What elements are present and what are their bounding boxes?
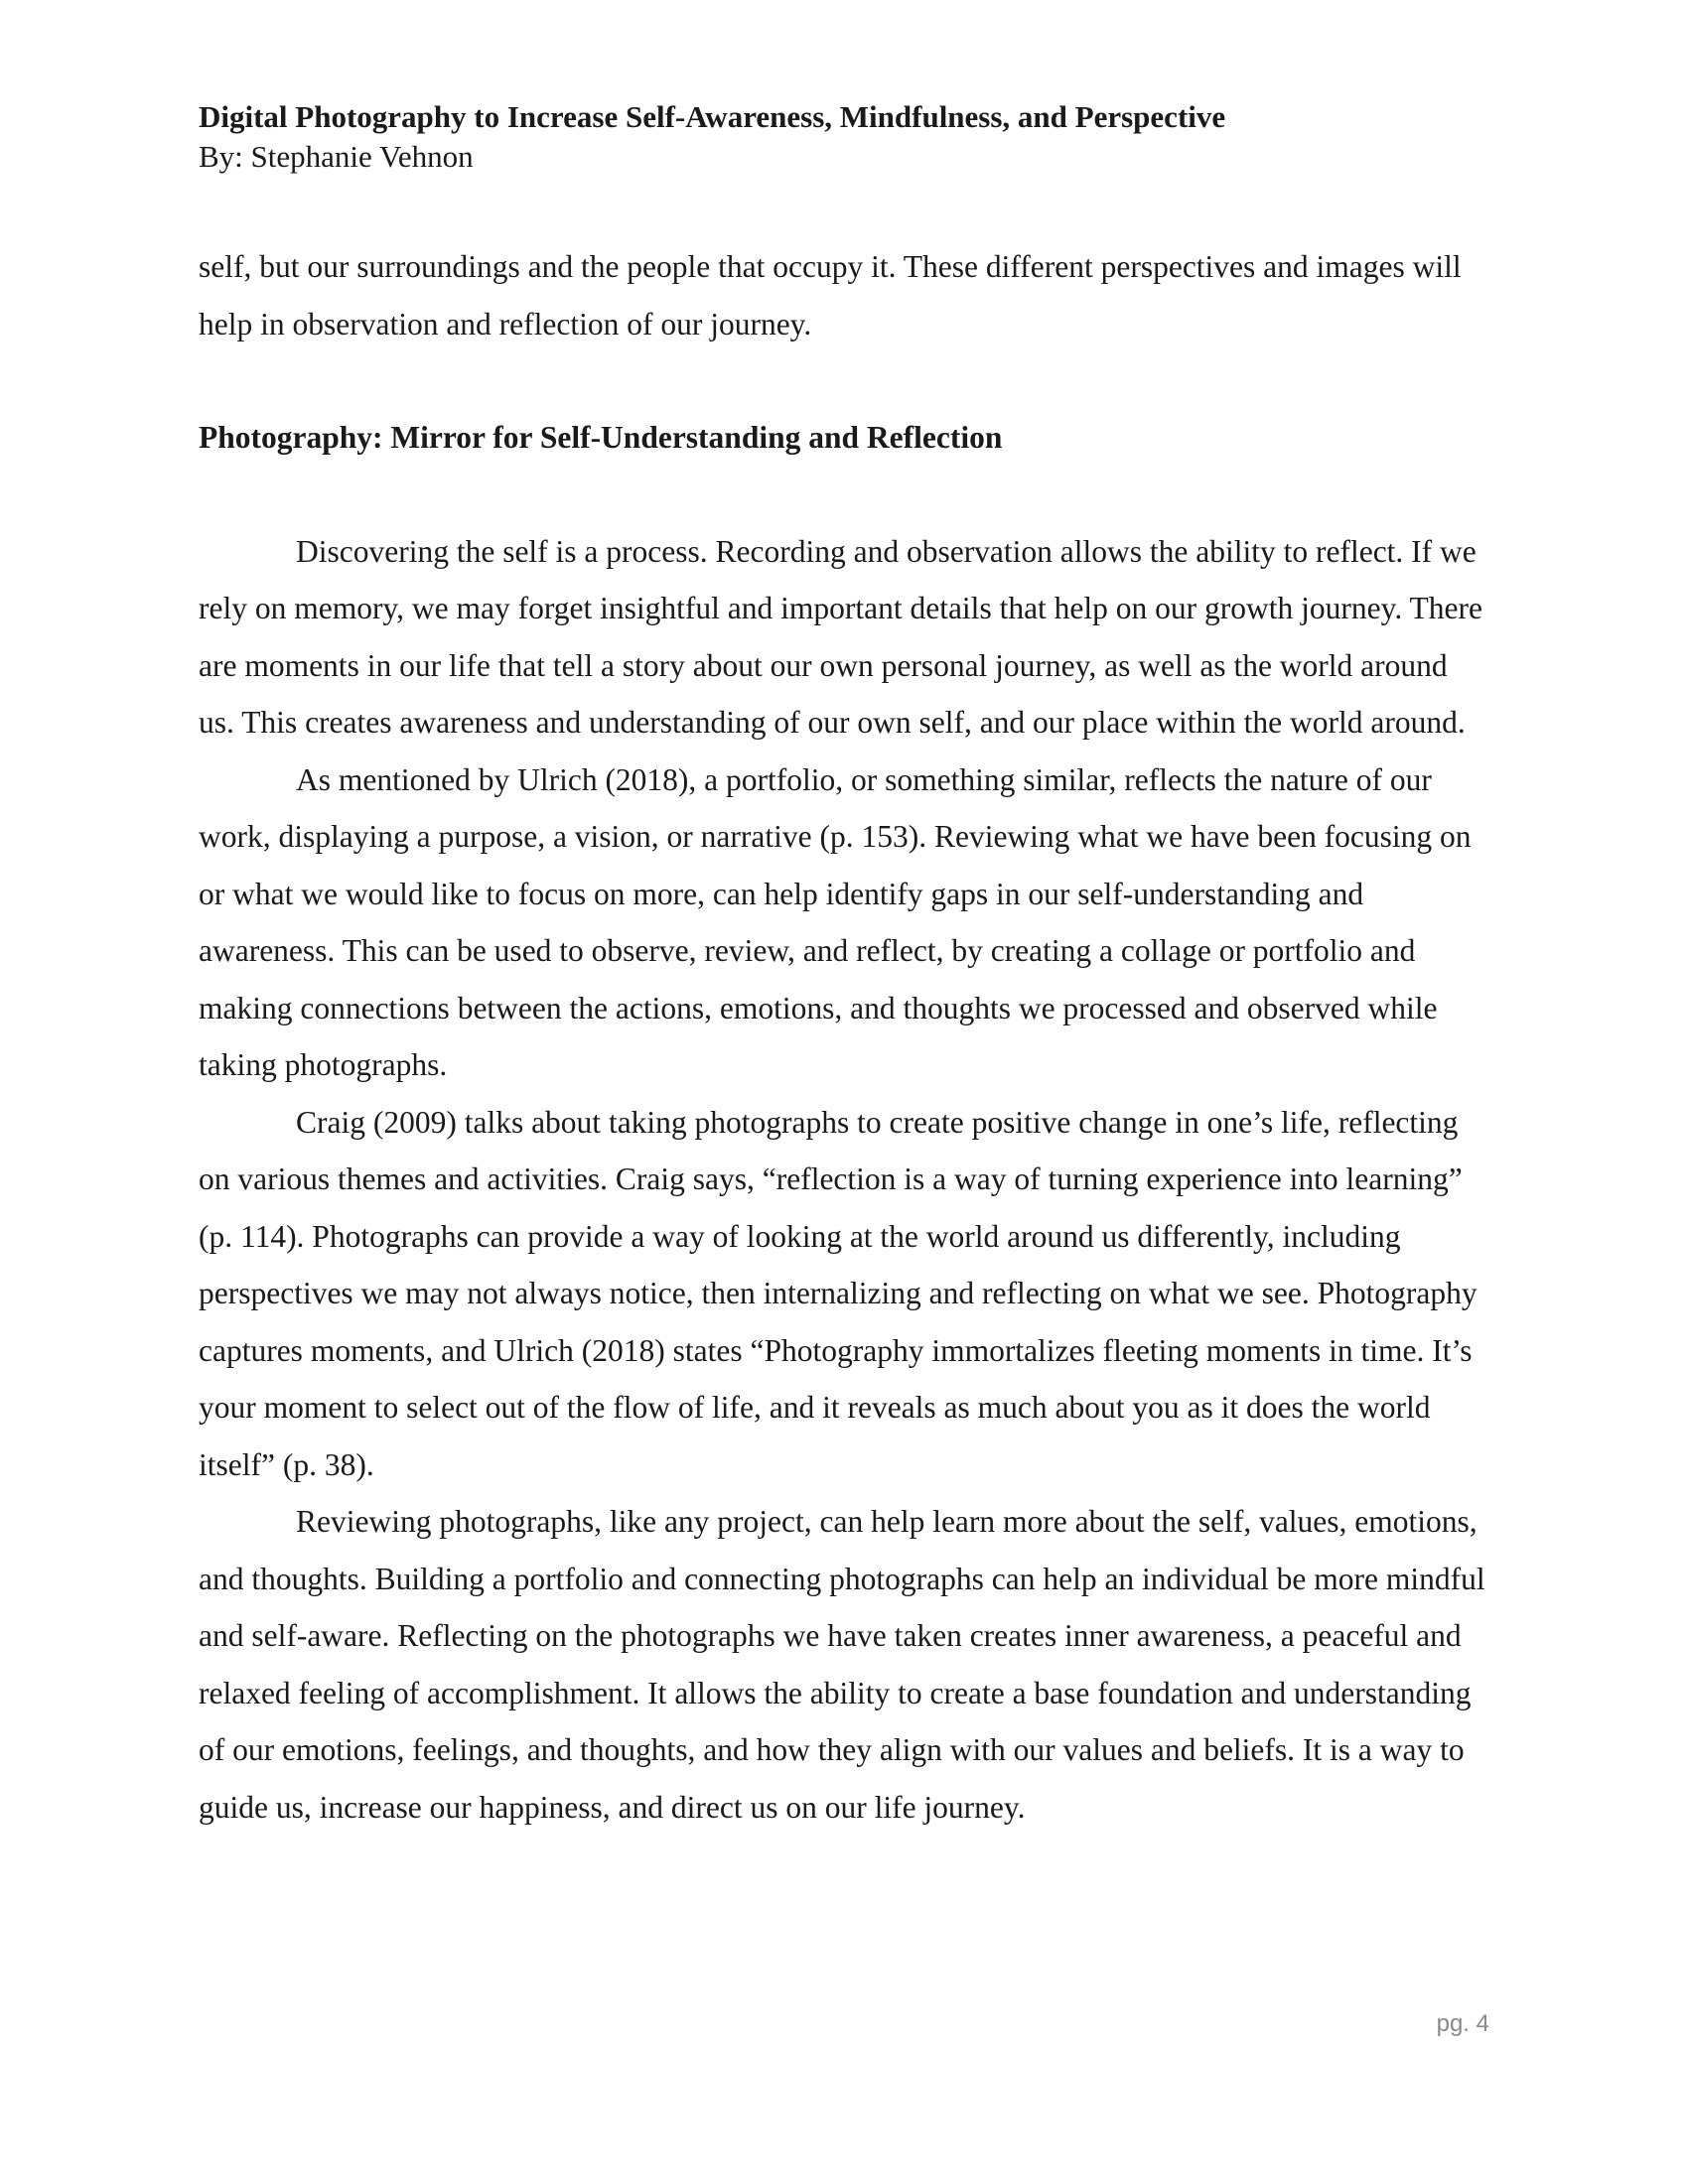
body-paragraph: Reviewing photographs, like any project, can help learn more about the self, values, emotions, and thoughts. Building a portfolio and connecting photographs can help an individual be more mindful and self-aware. Reflecting on the photographs we have taken creates inner awareness, a peaceful and relaxed feeling of accomplishment. It allows the ability to create a base foundation and understanding of our emotions, feelings, and thoughts, and how they align with our values and beliefs. It is a way to guide us, increase our happiness, and direct us on our life journey. — [199, 1504, 1485, 1825]
document-body — [199, 238, 1489, 1836]
continuation-paragraph: self, but our surroundings and the people that occupy it. These different perspectives and images will help in observation and reflection of our journey. — [199, 249, 1462, 341]
page-number: pg. 4 — [1436, 2010, 1489, 2037]
document-author: By: Stephanie Vehnon — [199, 139, 474, 174]
page-header — [199, 97, 1489, 177]
body-paragraph: As mentioned by Ulrich (2018), a portfolio, or something similar, reflects the nature of our work, displaying a purpose, a vision, or narrative (p. 153). Reviewing what we have been focusing on or what we would like to focus on more, can help identify gaps in our self-understanding and awareness. This can be used to observe, review, and reflect, by creating a collage or portfolio and making connections between the actions, emotions, and thoughts we processed and observed while taking photographs. — [199, 761, 1472, 1082]
body-paragraph: Craig (2009) talks about taking photographs to create positive change in one’s life, reflecting on various themes and activities. Craig says, “reflection is a way of turning experience into learning” (p. 114). Photographs can provide a way of looking at the world around us differently, including perspectives we may not always notice, then internalizing and reflecting on what we see. Photography captures moments, and Ulrich (2018) states “Photography immortalizes fleeting moments in time. It’s your moment to select out of the flow of life, and it reveals as much about you as it does the world itself” (p. 38). — [199, 1104, 1477, 1482]
document-title: Digital Photography to Increase Self-Awareness, Mindfulness, and Perspective — [199, 99, 1226, 134]
section-heading: Photography: Mirror for Self-Understanding and Reflection — [199, 420, 1003, 455]
body-paragraph: Discovering the self is a process. Recording and observation allows the ability to reflect. If we rely on memory, we may forget insightful and important details that help on our growth journey. There are moments in our life that tell a story about our own personal journey, as well as the world around us. This creates awareness and understanding of our own self, and our place within the world around. — [199, 533, 1482, 740]
